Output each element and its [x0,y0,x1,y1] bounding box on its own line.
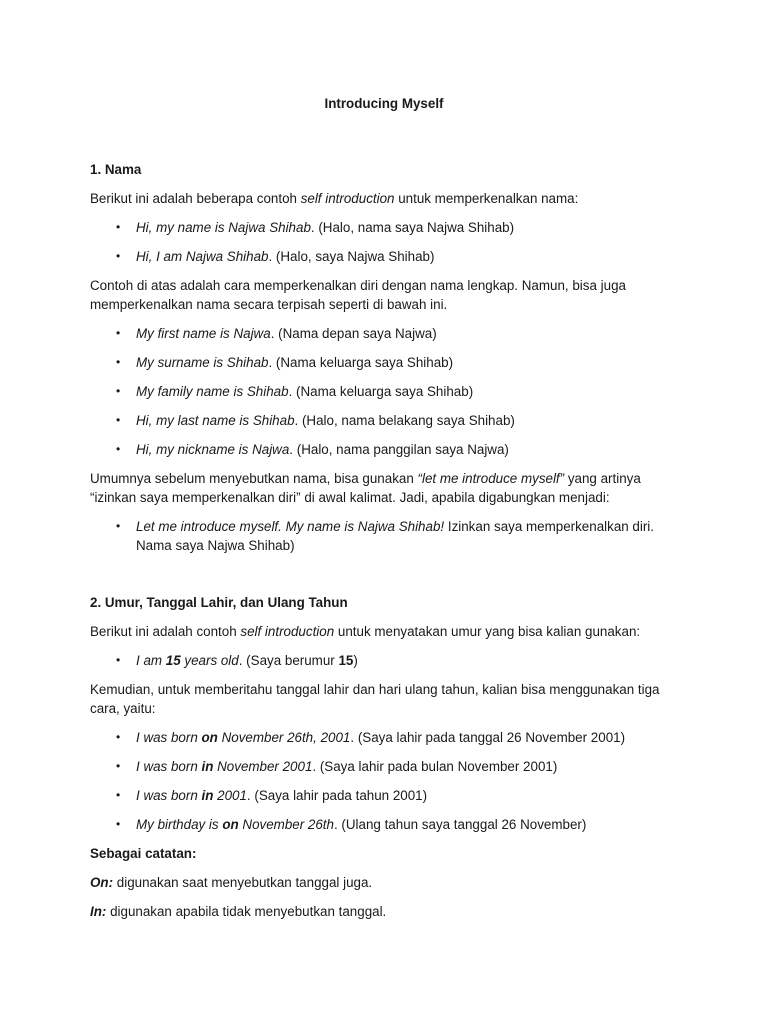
section-heading-nama: 1. Nama [90,162,142,177]
bullet-list [90,324,688,459]
paragraph: Berikut ini adalah beberapa contoh self introduction untuk memperkenalkan nama: [90,191,579,206]
note-on: On: digunakan saat menyebutkan tanggal juga. [90,875,373,890]
section-gap [90,565,688,593]
paragraph: Umumnya sebelum menyebutkan nama, bisa gunakan “let me introduce myself” yang artinya “izinkan saya memperkenalkan diri” di awal kalimat. Jadi, apabila digabungkan menjadi: [90,471,641,505]
list-item: • Let me introduce myself. My name is Najwa Shihab! Izinkan saya memperkenalkan diri. Nama saya Najwa Shihab) [136,517,688,555]
page-title: Introducing Myself [324,96,444,111]
paragraph: Contoh di atas adalah cara memperkenalkan diri dengan nama lengkap. Namun, bisa juga memperkenalkan nama secara terpisah seperti di bawah ini. [90,278,626,312]
section-heading-umur: 2. Umur, Tanggal Lahir, dan Ulang Tahun [90,595,348,610]
bullet-list [90,218,688,266]
note-in: In: digunakan apabila tidak menyebutkan tanggal. [90,904,387,919]
list-item: • Hi, I am Najwa Shihab. (Halo, saya Najwa Shihab) [136,247,688,266]
list-item: • My family name is Shihab. (Nama keluarga saya Shihab) [136,382,688,401]
list-item: • Hi, my nickname is Najwa. (Halo, nama panggilan saya Najwa) [136,440,688,459]
list-item: • Hi, my last name is Shihab. (Halo, nama belakang saya Shihab) [136,411,688,430]
bullet-list [90,651,688,670]
list-item: • My first name is Najwa. (Nama depan saya Najwa) [136,324,688,343]
paragraph: Kemudian, untuk memberitahu tanggal lahir dan hari ulang tahun, kalian bisa menggunakan tiga cara, yaitu: [90,682,660,716]
note-heading: Sebagai catatan: [90,846,197,861]
list-item: • I was born in November 2001. (Saya lahir pada bulan November 2001) [136,757,688,776]
list-item: • My birthday is on November 26th. (Ulang tahun saya tanggal 26 November) [136,815,688,834]
bullet-list [90,728,688,834]
bullet-list [90,517,688,555]
paragraph: Berikut ini adalah contoh self introduction untuk menyatakan umur yang bisa kalian gunakan: [90,624,641,639]
list-item: • I am 15 years old. (Saya berumur 15) [136,651,688,670]
list-item: • I was born in 2001. (Saya lahir pada tahun 2001) [136,786,688,805]
list-item: • My surname is Shihab. (Nama keluarga saya Shihab) [136,353,688,372]
list-item: • I was born on November 26th, 2001. (Saya lahir pada tanggal 26 November 2001) [136,728,688,747]
list-item: • Hi, my name is Najwa Shihab. (Halo, nama saya Najwa Shihab) [136,218,688,237]
